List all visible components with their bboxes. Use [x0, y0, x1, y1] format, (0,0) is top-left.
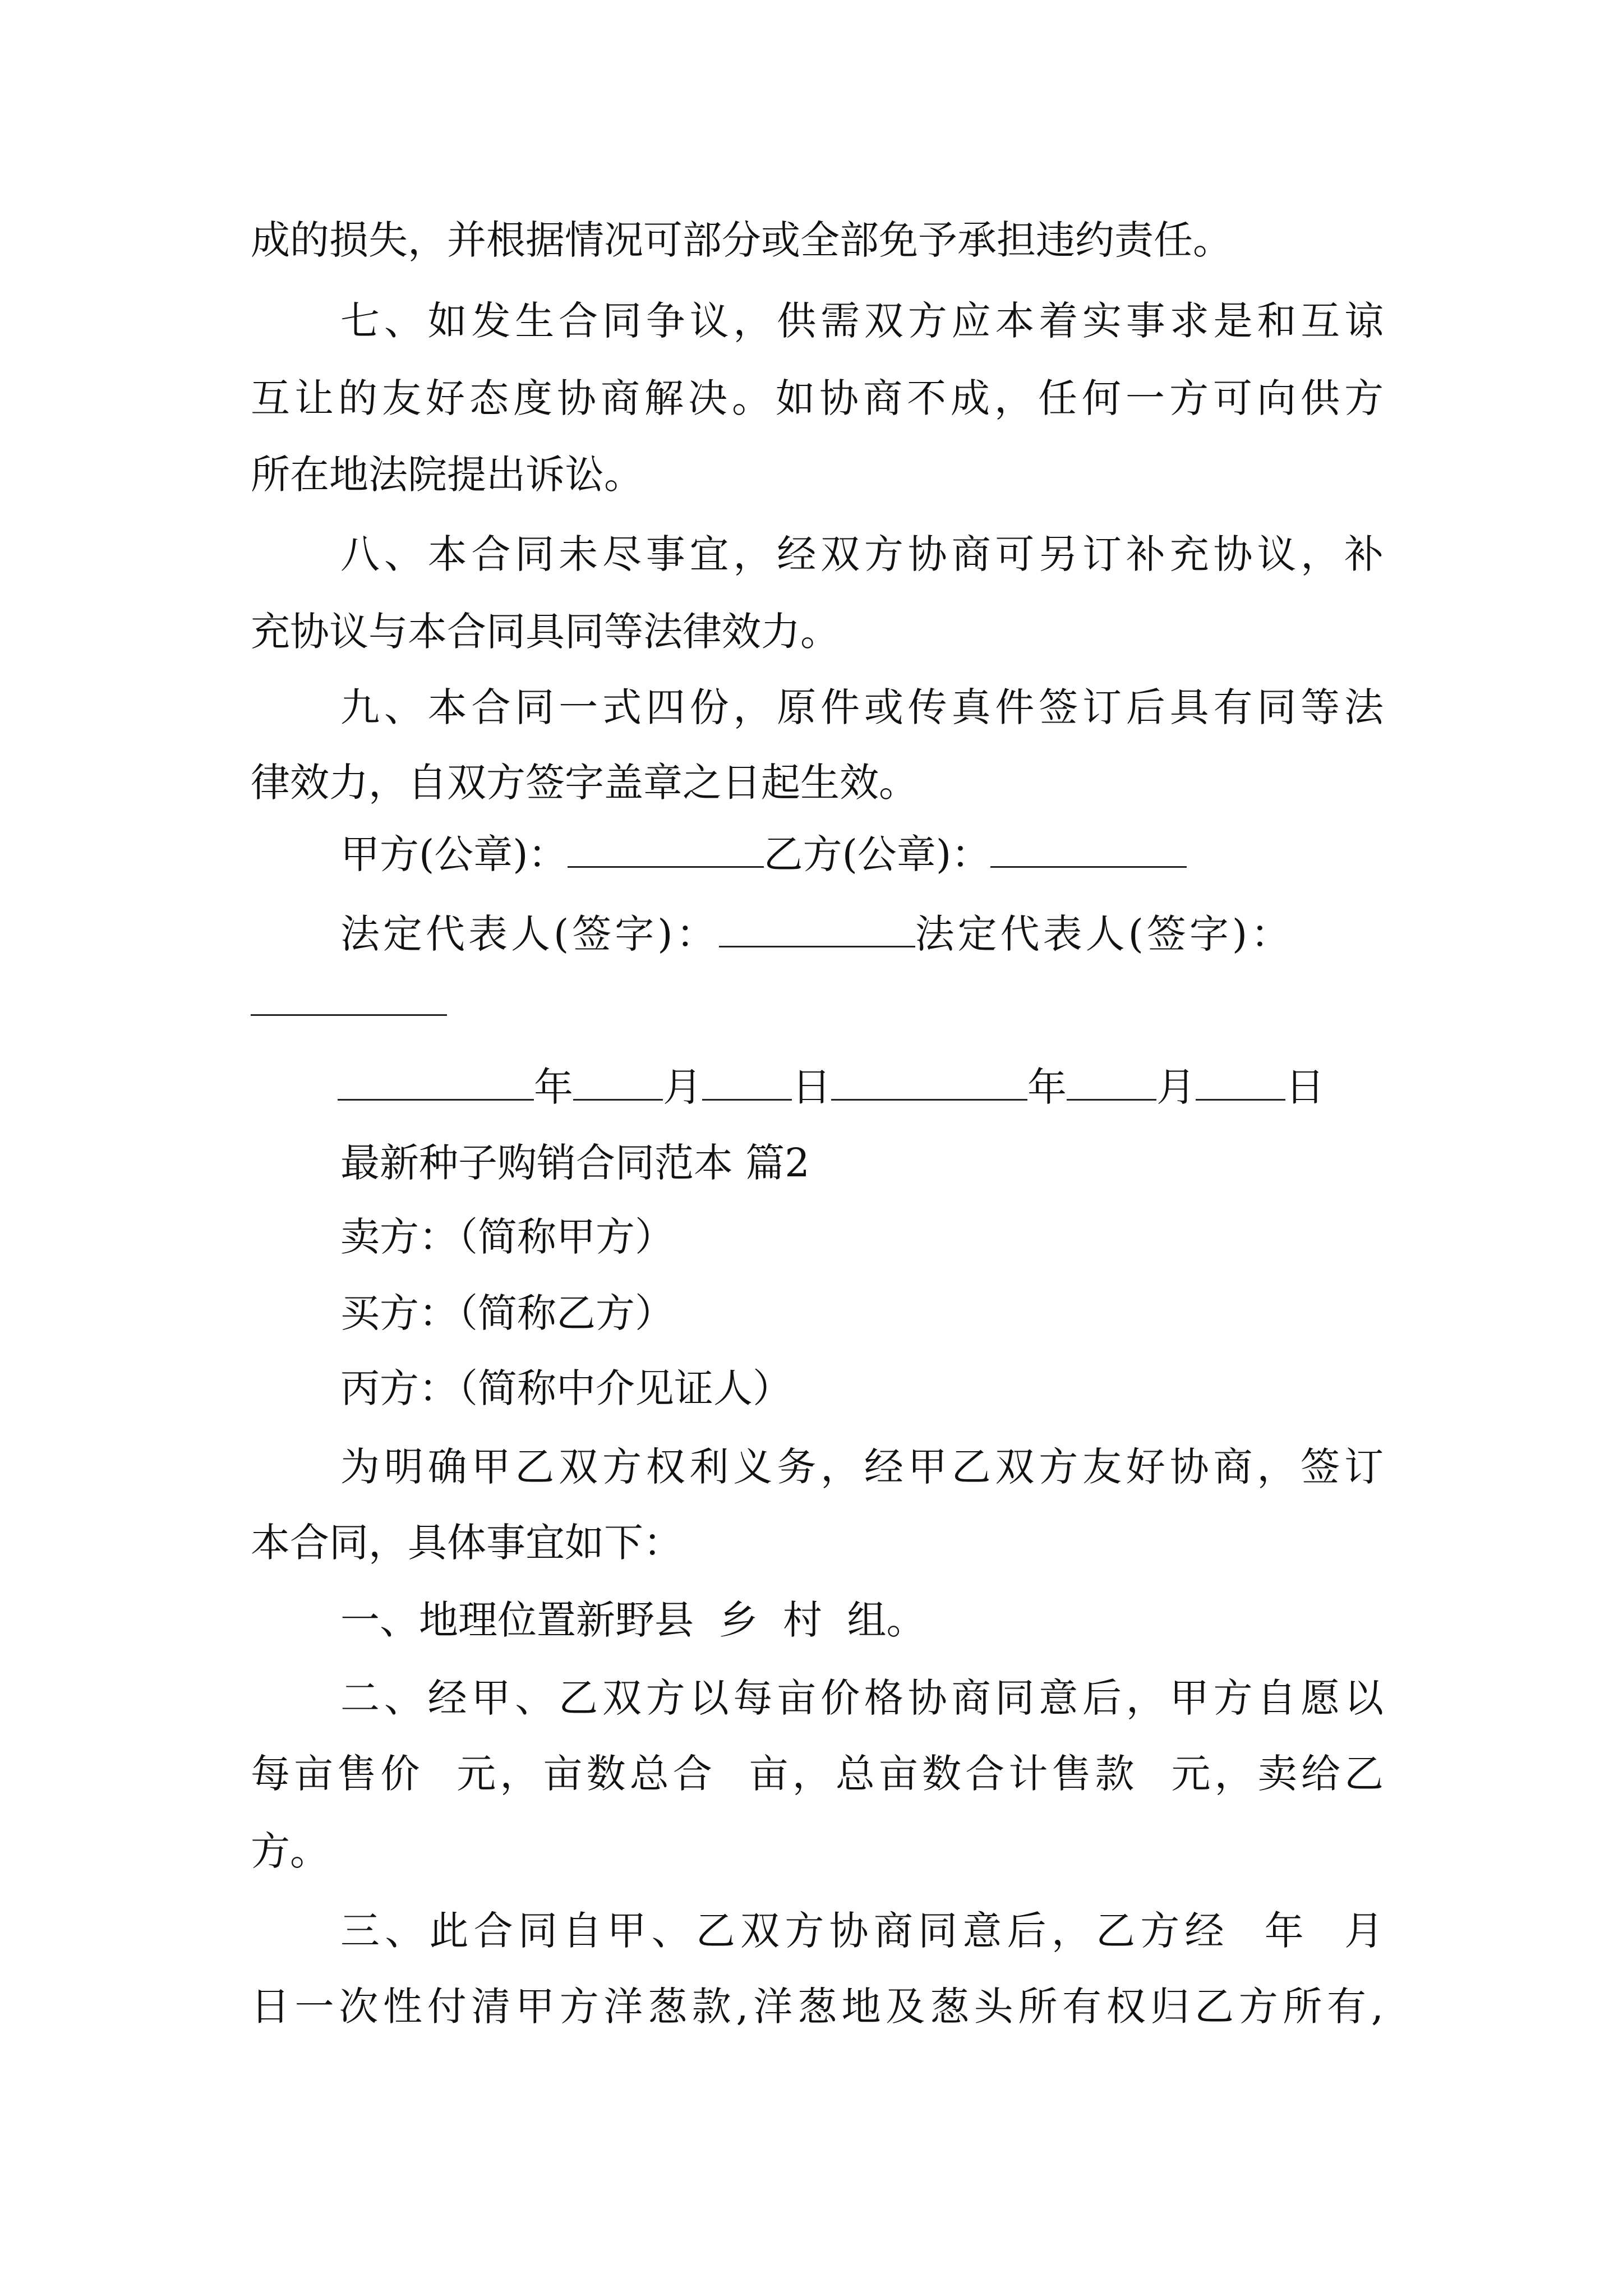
paragraph-line: 律效力，自双方签字盖章之日起生效。	[251, 760, 918, 806]
seller-line: 卖方：（简称甲方）	[340, 1214, 674, 1260]
seal-row	[340, 829, 1187, 880]
paragraph-line: 日一次性付清甲方洋葱款,洋葱地及葱头所有权归乙方所有,	[251, 1984, 1384, 2030]
witness-line: 丙方：（简称中介见证人）	[340, 1365, 792, 1411]
date-row	[338, 1062, 1325, 1112]
paragraph-line: 充协议与本合同具同等法律效力。	[251, 609, 840, 655]
paragraph-line: 每亩售价 元，亩数总合 亩，总亩数合计售款 元，卖给乙	[251, 1751, 1384, 1797]
month-blank-a	[573, 1064, 663, 1101]
party-a-seal-blank	[568, 831, 764, 868]
party-b-rep-label: 法定代表人(签字)：	[915, 911, 1294, 957]
clause-two-line: 二、经甲、乙双方以每亩价格协商同意后，甲方自愿以	[340, 1675, 1384, 1721]
month-blank-b	[1067, 1064, 1156, 1101]
party-b-seal-blank	[990, 831, 1187, 868]
representative-row	[340, 909, 1293, 959]
day-blank-a	[702, 1064, 792, 1101]
document-page	[251, 0, 1384, 2296]
party-a-rep-label: 法定代表人(签字)：	[340, 911, 719, 957]
paragraph-line: 互让的友好态度协商解决。如协商不成，任何一方可向供方	[251, 375, 1384, 421]
clause-eight-line: 八、本合同未尽事宜，经双方协商可另订补充协议，补	[340, 531, 1384, 577]
party-a-seal-label: 甲方(公章)：	[340, 831, 568, 877]
year-label-a: 年	[534, 1064, 573, 1110]
party-a-rep-blank	[719, 911, 915, 947]
section-title: 最新种子购销合同范本 篇2	[340, 1140, 810, 1186]
buyer-line: 买方：（简称乙方）	[340, 1290, 674, 1336]
paragraph-line: 所在地法院提出诉讼。	[251, 452, 643, 498]
paragraph-line: 成的损失，并根据情况可部分或全部免予承担违约责任。	[251, 217, 1232, 263]
clause-three-line: 三、此合同自甲、乙双方协商同意后，乙方经 年 月	[340, 1908, 1384, 1954]
day-blank-b	[1196, 1064, 1285, 1101]
day-label-b: 日	[1285, 1064, 1325, 1110]
day-label-a: 日	[792, 1064, 831, 1110]
year-label-b: 年	[1027, 1064, 1067, 1110]
month-label-b: 月	[1156, 1064, 1196, 1110]
clause-nine-line: 九、本合同一式四份，原件或传真件签订后具有同等法	[340, 684, 1384, 730]
year-blank-b	[831, 1064, 1027, 1101]
party-b-rep-blank	[251, 1014, 447, 1016]
month-label-a: 月	[663, 1064, 702, 1110]
paragraph-line: 方。	[251, 1828, 329, 1874]
clause-one-line: 一、地理位置新野县 乡 村 组。	[340, 1597, 926, 1643]
party-b-seal-label: 乙方(公章)：	[763, 831, 991, 877]
year-blank-a	[338, 1064, 534, 1101]
preamble-line: 为明确甲乙双方权利义务，经甲乙双方友好协商，签订	[340, 1444, 1384, 1490]
clause-seven-line: 七、如发生合同争议，供需双方应本着实事求是和互谅	[340, 298, 1384, 344]
paragraph-line: 本合同，具体事宜如下：	[251, 1520, 683, 1566]
